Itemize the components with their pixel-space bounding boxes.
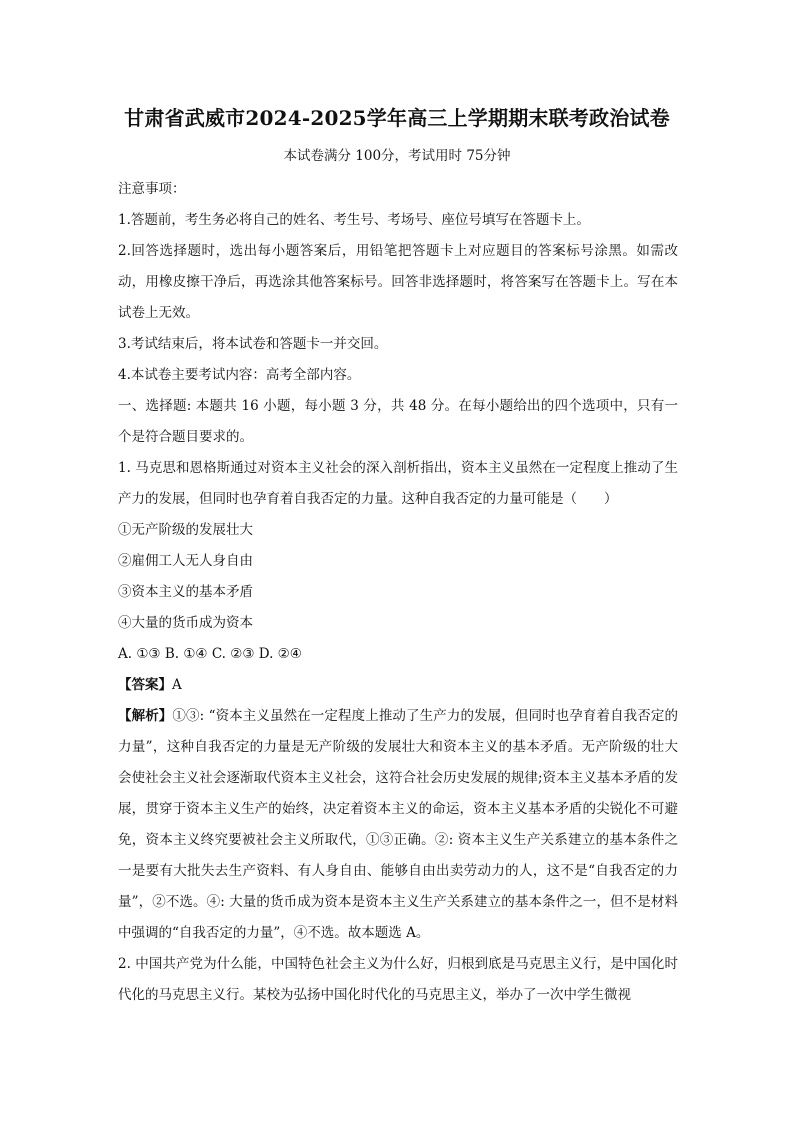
analysis-label: 【解析】 — [118, 708, 173, 724]
question-1-analysis — [118, 701, 678, 949]
note-item-4: 4.本试卷主要考试内容：高考全部内容。 — [118, 367, 361, 383]
notes-heading: 注意事项： — [118, 181, 186, 197]
question-2-stem: 2. 中国共产党为什么能，中国特色社会主义为什么好，归根到底是马克思主义行，是中国化时代化的马克思主义行。某校为弘扬中国化时代化的马克思主义，举办了一次中学生微视 — [118, 956, 678, 1003]
answer-label: 【答案】 — [118, 677, 172, 693]
answer-value: A — [172, 677, 182, 693]
question-1-choices: A. ①③ B. ①④ C. ②③ D. ②④ — [118, 646, 302, 662]
question-1-option-2: ②雇佣工人无人身自由 — [118, 553, 253, 569]
question-1-stem: 1. 马克思和恩格斯通过对资本主义社会的深入剖析指出，资本主义虽然在一定程度上推动了生产力的发展，但同时也孕育着自我否定的力量。这种自我否定的力量可能是（ ） — [118, 460, 678, 507]
note-item-3: 3.考试结束后，将本试卷和答题卡一并交回。 — [118, 336, 388, 352]
document-body — [118, 174, 678, 1011]
question-1-option-3: ③资本主义的基本矛盾 — [118, 584, 253, 600]
page-title: 甘肃省武威市2024-2025学年高三上学期期末联考政治试卷 — [124, 106, 670, 130]
question-1-option-4: ④大量的货币成为资本 — [118, 615, 253, 631]
analysis-text: ①③: “资本主义虽然在一定程度上推动了生产力的发展，但同时也孕育着自我否定的力量”，这种自我否定的力量是无产阶级的发展壮大和资本主义的基本矛盾。无产阶级的壮大会使社会主义社会逐渐取代资本主义社会，这符合社会历史发展的规律;资本主义基本矛盾的发展，贯穿于资本主义生产的始终，决定着资本主义的命运，资本主义基本矛盾的尖锐化不可避免，资本主义终究要被社会主义所取代，①③正确。②: 资本主义生产关系建立的基本条件之一是要有大批失去生产资料、有人身自由、能够自由出卖劳动力的人，这不是“自我否定的力量”，②不选。④: 大量的货币成为资本是资本主义生产关系建立的基本条件之一，但不是材料中强调的“自我否定的力量”，④不选。故本题选 A。 — [118, 708, 678, 941]
exam-subtitle: 本试卷满分 100分，考试用时 75分钟 — [283, 148, 511, 164]
note-item-2: 2.回答选择题时，选出每小题答案后，用铅笔把答题卡上对应题目的答案标号涂黑。如需改动，用橡皮擦干净后，再选涂其他答案标号。回答非选择题时，将答案写在答题卡上。写在本试卷上无效。 — [118, 243, 678, 321]
note-item-1: 1.答题前，考生务必将自己的姓名、考生号、考场号、座位号填写在答题卡上。 — [118, 212, 590, 228]
question-1-option-1: ①无产阶级的发展壮大 — [118, 522, 253, 538]
section-heading: 一、选择题: 本题共 16 小题，每小题 3 分，共 48 分。在每小题给出的四个选项中，只有一个是符合题目要求的。 — [118, 398, 678, 445]
question-1-answer — [118, 670, 678, 701]
